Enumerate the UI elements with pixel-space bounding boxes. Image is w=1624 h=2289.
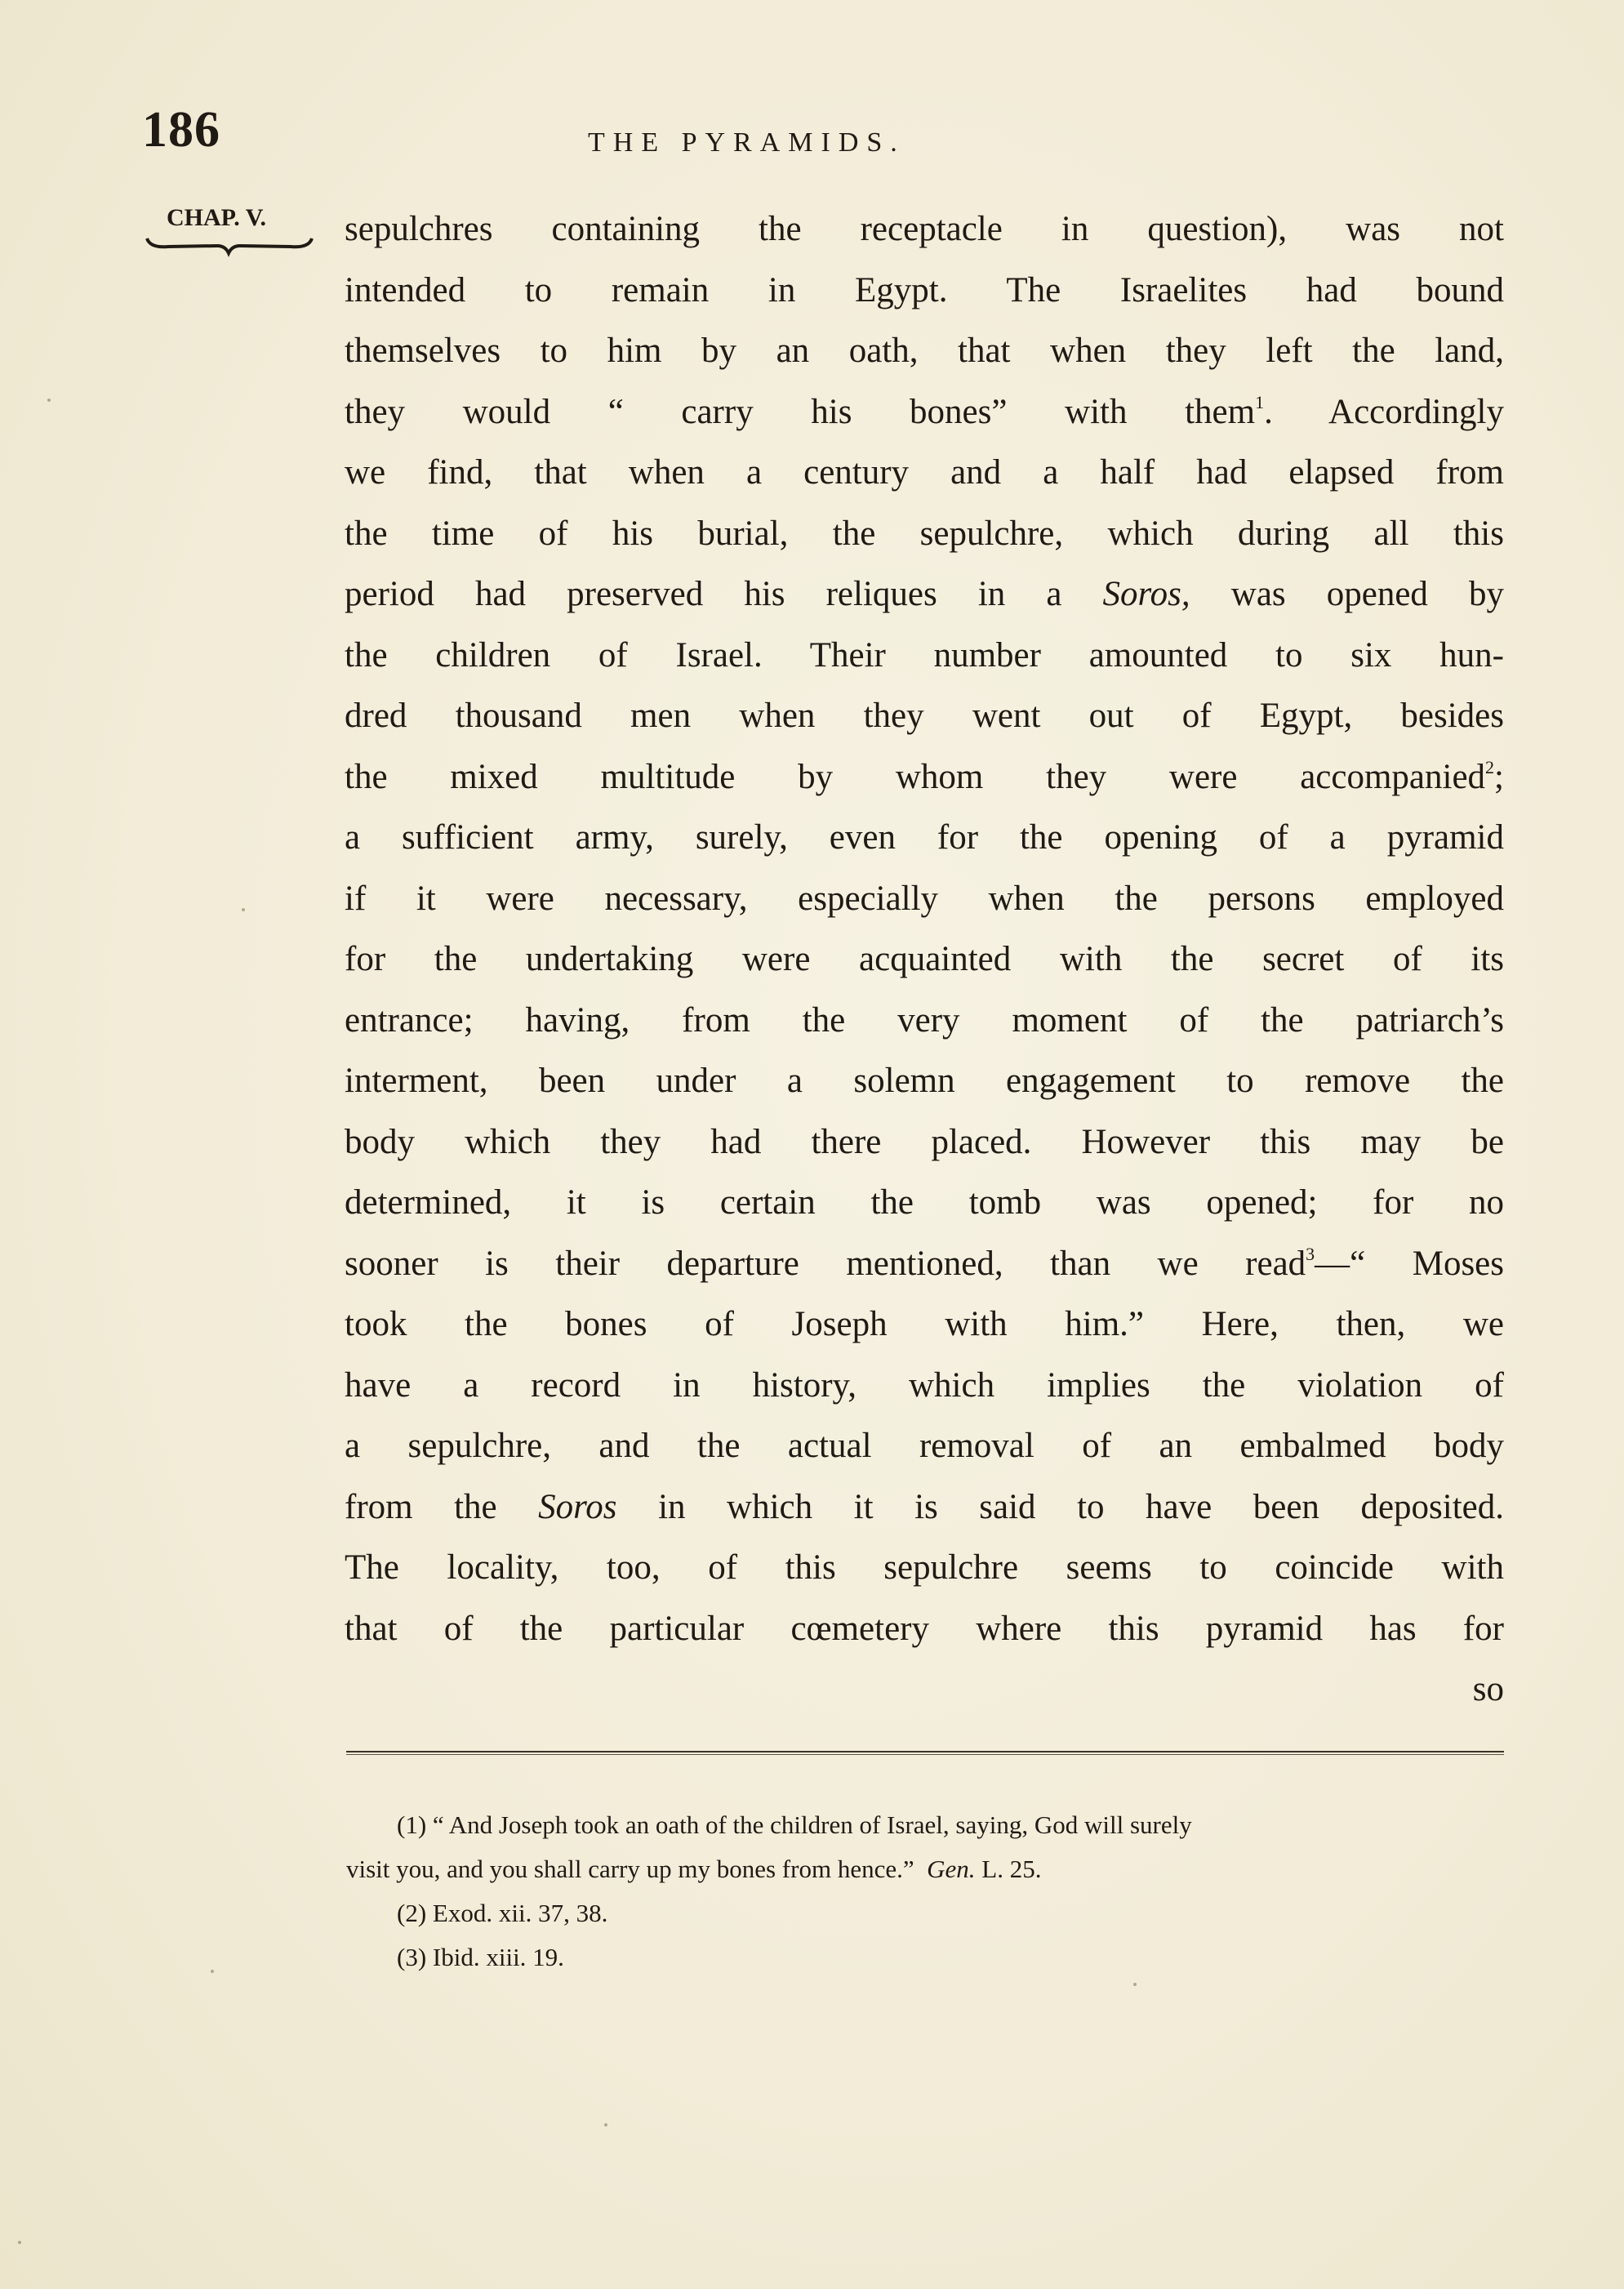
- text-line: dred thousand men when they went out of Egypt, besides: [345, 697, 1504, 735]
- paper-speck: [1133, 1983, 1137, 1986]
- text-line: themselves to him by an oath, that when they left the land,: [345, 332, 1504, 370]
- text-line: the time of his burial, the sepulchre, which during all this: [345, 514, 1504, 553]
- text-line: that of the particular cœmetery where this pyramid has for: [345, 1609, 1504, 1648]
- footnote-ref: 2: [1485, 756, 1495, 777]
- text-line: sooner is their departure mentioned, than we read$^3$—“ Moses: [345, 1243, 1504, 1283]
- footnote-3: (3) Ibid. xiii. 19.: [397, 1943, 564, 1971]
- footnote-ref: 3: [1306, 1243, 1315, 1264]
- text-line: intended to remain in Egypt. The Israelites had bound: [345, 270, 1504, 310]
- text-line: determined, it is certain the tomb was opened; for no: [345, 1183, 1504, 1222]
- paper-speck: [242, 908, 245, 911]
- text-line: the mixed multitude by whom they were accompanied$^2$;: [345, 756, 1504, 796]
- catchword: so: [1472, 1670, 1504, 1708]
- text-line: a sepulchre, and the actual removal of an embalmed body: [345, 1427, 1504, 1465]
- paper-speck: [18, 2241, 21, 2244]
- running-head: THE PYRAMIDS.: [588, 127, 905, 158]
- brace-ornament-icon: [144, 232, 315, 265]
- page-number: 186: [142, 102, 220, 158]
- text-line: body which they had there placed. However this may be: [345, 1122, 1504, 1161]
- text-line: the children of Israel. Their number amounted to six hun-: [345, 635, 1504, 675]
- text-line: they would “ carry his bones” with them$^1$. Accordingly: [345, 391, 1504, 431]
- chapter-label: CHAP. V.: [167, 204, 266, 231]
- paper-speck: [211, 1970, 214, 1973]
- text-line: a sufficient army, surely, even for the opening of a pyramid: [345, 818, 1504, 857]
- chapter-marker: [144, 206, 315, 271]
- paper-speck: [604, 2123, 607, 2126]
- text-line: sepulchres containing the receptacle in question), was not: [345, 210, 1504, 248]
- text-line: The locality, too, of this sepulchre seems to coincide with: [345, 1548, 1504, 1587]
- footnote-1: (1) “ And Joseph took an oath of the children of Israel, saying, God will surely: [397, 1810, 1192, 1839]
- text-line: for the undertaking were acquainted with the secret of its: [345, 940, 1504, 978]
- footnotes: [346, 1803, 1506, 1979]
- text-line: have a record in history, which implies the violation of: [345, 1365, 1504, 1405]
- text-line: took the bones of Joseph with him.” Here, then, we: [345, 1305, 1504, 1343]
- text-line: if it were necessary, especially when the persons employed: [345, 879, 1504, 918]
- text-line: interment, been under a solemn engagement to remove the: [345, 1062, 1504, 1100]
- footnote-1-continued: visit you, and you shall carry up my bones from hence.” Gen. L. 25.: [346, 1855, 1042, 1883]
- text-line: from the Soros in which it is said to have been deposited.: [345, 1487, 1504, 1526]
- text-line: we find, that when a century and a half had elapsed from: [345, 453, 1504, 492]
- footnote-rule: [346, 1751, 1504, 1756]
- paper-speck: [47, 399, 51, 402]
- text-line: period had preserved his reliques in a Soros, was opened by: [345, 575, 1504, 613]
- footnote-ref: 1: [1255, 391, 1265, 412]
- footnote-2: (2) Exod. xii. 37, 38.: [397, 1899, 608, 1927]
- body-text: [345, 199, 1504, 1721]
- text-line: entrance; having, from the very moment of the patriarch’s: [345, 1000, 1504, 1040]
